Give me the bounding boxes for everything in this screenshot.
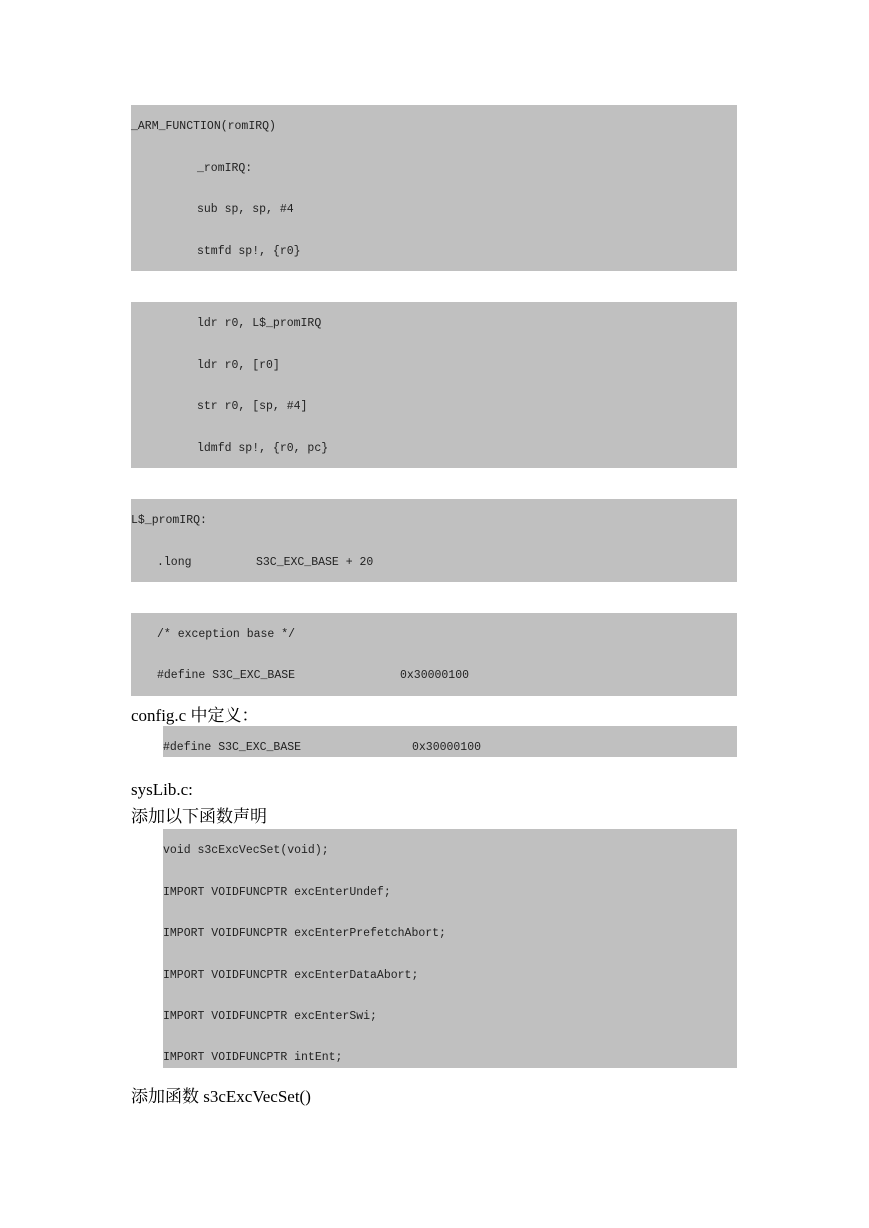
code-block-prom-irq-label	[131, 499, 737, 582]
code-line: ldr r0, [r0]	[197, 359, 280, 372]
config-heading: config.c 中定义：	[131, 706, 259, 725]
add-function-heading: 添加函数 s3cExcVecSet()	[131, 1087, 311, 1106]
code-define-value: 0x30000100	[412, 741, 482, 754]
code-block-exception-base	[131, 613, 737, 696]
syslib-heading: sysLib.c:	[131, 780, 193, 799]
code-line: IMPORT VOIDFUNCPTR excEnterSwi;	[163, 1010, 377, 1023]
code-line: IMPORT VOIDFUNCPTR excEnterPrefetchAbort;	[163, 927, 446, 940]
code-line: ldr r0, L$_promIRQ	[197, 317, 322, 330]
code-line: _ARM_FUNCTION(romIRQ)	[131, 120, 276, 133]
code-define: #define S3C_EXC_BASE	[157, 669, 296, 682]
code-block-irq-body	[131, 302, 737, 468]
code-line: _romIRQ:	[197, 162, 253, 175]
code-line: IMPORT VOIDFUNCPTR intEnt;	[163, 1051, 343, 1064]
code-line: stmfd sp!, {r0}	[197, 245, 301, 258]
code-block-config-define	[163, 726, 737, 757]
code-define-value: 0x30000100	[400, 669, 470, 682]
code-line: void s3cExcVecSet(void);	[163, 844, 329, 857]
code-label: L$_promIRQ:	[131, 514, 207, 527]
code-operand: S3C_EXC_BASE + 20	[256, 556, 374, 569]
code-line: sub sp, sp, #4	[197, 203, 294, 216]
code-line: IMPORT VOIDFUNCPTR excEnterUndef;	[163, 886, 391, 899]
code-directive: .long	[157, 556, 192, 569]
code-line: ldmfd sp!, {r0, pc}	[197, 442, 329, 455]
code-comment: /* exception base */	[157, 628, 296, 641]
code-line: str r0, [sp, #4]	[197, 400, 308, 413]
code-block-declarations	[163, 829, 737, 1068]
code-block-rom-irq	[131, 105, 737, 271]
code-define: #define S3C_EXC_BASE	[163, 741, 302, 754]
code-line: IMPORT VOIDFUNCPTR excEnterDataAbort;	[163, 969, 419, 982]
add-declarations-heading: 添加以下函数声明	[131, 807, 267, 826]
